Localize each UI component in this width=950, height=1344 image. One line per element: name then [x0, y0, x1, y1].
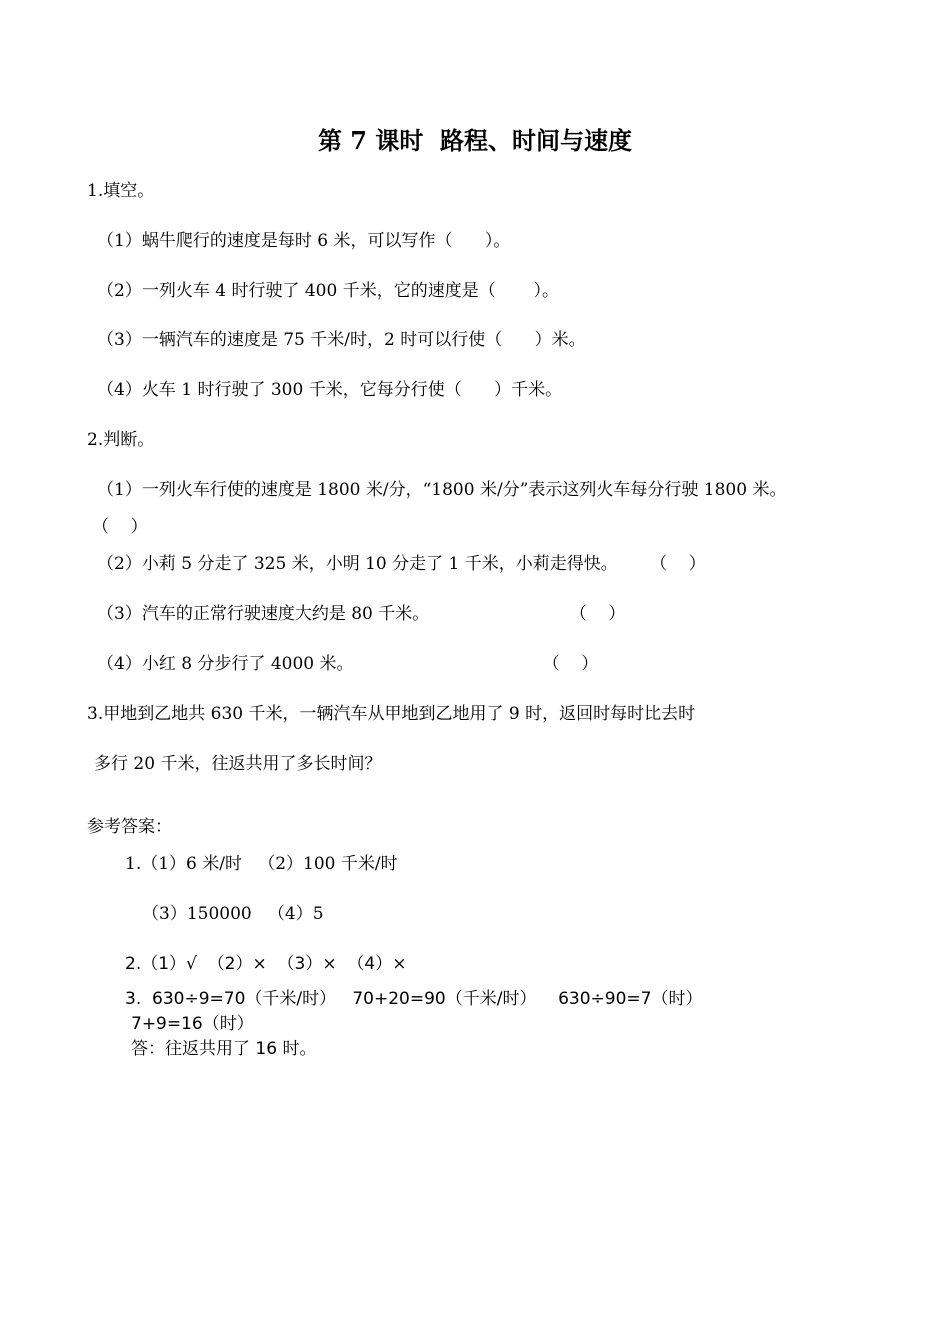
q1-item-1: （1）蜗牛爬行的速度是每时 6 米，可以写作（ ）。	[97, 231, 511, 251]
q1-item-3: （3）一辆汽车的速度是 75 千米/时，2 时可以行使（ ）米。	[97, 330, 586, 350]
q2-item-3: （3）汽车的正常行驶速度大约是 80 千米。 （ ）	[97, 604, 626, 624]
q2-item-1-bracket: （ ）	[92, 517, 148, 537]
answer-2: 2.（1）√ （2）× （3）× （4）×	[125, 954, 407, 974]
q2-item-2: （2）小莉 5 分走了 325 米，小明 10 分走了 1 千米，小莉走得快。 （ ）	[97, 554, 706, 574]
answer-1-line-1: 1.（1）6 米/时 （2）100 千米/时	[125, 854, 398, 874]
q2-item-4: （4）小红 8 分步行了 4000 米。 （ ）	[97, 654, 599, 674]
q1-heading: 1.填空。	[87, 181, 155, 201]
q3-line-2: 多行 20 千米，往返共用了多长时间？	[94, 754, 382, 774]
q2-heading: 2.判断。	[87, 430, 155, 450]
answer-3-line-3: 答：往返共用了 16 时。	[131, 1039, 317, 1059]
q2-item-1: （1）一列火车行使的速度是 1800 米/分，“1800 米/分”表示这列火车每分行驶 1800 米。	[97, 480, 787, 500]
answer-1-line-2: （3）150000 （4）5	[142, 904, 324, 924]
answer-3-line-2: 7+9=16（时）	[131, 1014, 254, 1034]
q1-item-2: （2）一列火车 4 时行驶了 400 千米，它的速度是（ ）。	[97, 281, 560, 301]
q1-item-4: （4）火车 1 时行驶了 300 千米，它每分行使（ ）千米。	[97, 380, 563, 400]
page-title: 第 7 课时 路程、时间与速度	[317, 126, 633, 155]
answer-3-line-1: 3. 630÷9=70（千米/时） 70+20=90（千米/时） 630÷90=7（时）	[125, 989, 703, 1009]
q3-line-1: 3.甲地到乙地共 630 千米，一辆汽车从甲地到乙地用了 9 时，返回时每时比去时	[87, 704, 696, 724]
answers-heading: 参考答案：	[87, 817, 172, 837]
